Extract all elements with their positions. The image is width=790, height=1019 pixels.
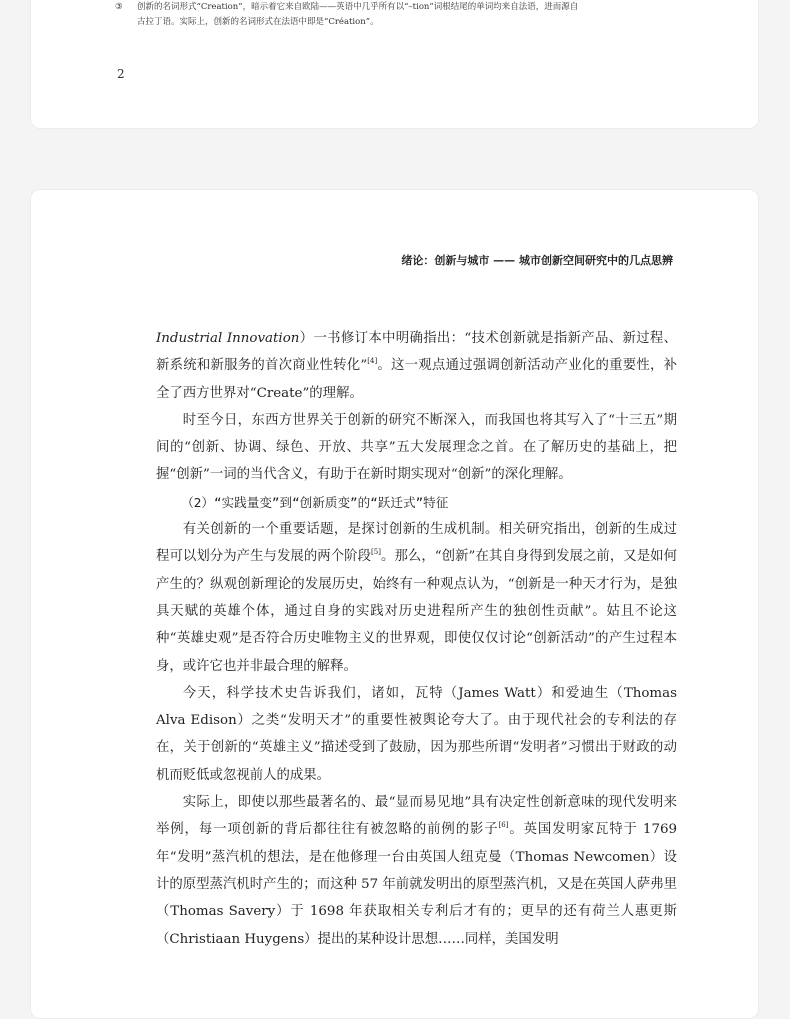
footnote-marker: ③: [115, 2, 123, 12]
paragraph-3-text-a: 有关创新的一个重要话题，是探讨创新的生成机制。相关研究指出，创新的生成过程可以划分为产生与发展的两个阶段: [156, 522, 677, 565]
paragraph-1: [156, 325, 677, 407]
paragraph-4: 今天，科学技术史告诉我们，诸如，瓦特（James Watt）和爱迪生（Thomas Alva Edison）之类“发明天才”的重要性被舆论夸大了。由于现代社会的专利法的存在，关于创新的“英雄主义”描述受到了鼓励，因为那些所谓“发明者”习惯出于财政的动机而贬低或忽视前人的成果。: [156, 685, 677, 783]
citation-ref: [4]: [367, 357, 378, 366]
citation-ref: [5]: [371, 548, 381, 557]
footnote-line-2: 古拉丁语。实际上，创新的名词形式在法语中即是“Création”。: [137, 17, 379, 27]
paragraph-5-text-a: 实际上，即使以那些最著名的、最“显而易见地”具有决定性创新意味的现代发明来举例，每一项创新的背后都往往有被忽略的前例的影子: [156, 795, 677, 838]
section-subheading: （2）“实践量变”到“创新质变”的“跃迁式”特征: [181, 494, 449, 510]
footnote: [117, 0, 657, 30]
paragraph-1-text-a: ）一书修订本中明确指出：“技术创新就是指新产品、新过程、新系统和新服务的首次商业性转化”: [156, 331, 677, 374]
book-title-italic: Industrial Innovation: [156, 331, 300, 346]
running-header: 绪论：创新与城市 —— 城市创新空间研究中的几点思辨: [401, 254, 673, 267]
page-number: 2: [117, 67, 125, 81]
paragraph-1-text-b: 。这一观点通过强调创新活动产业化的重要性，补全了西方世界对“Create”的理解。: [156, 358, 677, 401]
paragraph-2: 时至今日，东西方世界关于创新的研究不断深入，而我国也将其写入了“十三五”期间的“创新、协调、绿色、开放、共享”五大发展理念之首。在了解历史的基础上，把握“创新”一词的当代含义，有助于在新时期实现对“创新”的深化理解。: [156, 412, 677, 483]
paragraph-3-text-b: 。那么，“创新”在其自身得到发展之前，又是如何产生的？纵观创新理论的发展历史，始终有一种观点认为，“创新是一种天才行为，是独具天赋的英雄个体，通过自身的实践对历史进程所产生的独创性贡献”。姑且不论这种“英雄史观”是否符合历史唯物主义的世界观，即使仅仅讨论“创新活动”的产生过程本身，或许它也并非最合理的解释。: [156, 549, 677, 674]
paragraph-3: [156, 516, 677, 680]
footnote-line-1: 创新的名词形式“Creation”，暗示着它来自欧陆——英语中几乎所有以“–tion”词根结尾的单词均来自法语，进而源自: [137, 2, 579, 12]
body-text: [156, 325, 677, 953]
paragraph-5-text-b: 。英国发明家瓦特于 1769 年“发明”蒸汽机的想法，是在他修理一台由英国人纽克曼（Thomas Newcomen）设计的原型蒸汽机时产生的；而这种 57 年前就发明出的原型蒸汽机，又是在英国人萨弗里（Thomas Savery）于 1698 年获取相关专利后才有的；更早的还有荷兰人惠更斯（Christiaan Huygens）提出的某种设计思想……同样，美国发明: [156, 822, 678, 947]
current-page: [30, 189, 759, 1019]
citation-ref: [6]: [498, 821, 509, 830]
paragraph-5: [156, 789, 677, 953]
previous-page: [30, 0, 759, 129]
